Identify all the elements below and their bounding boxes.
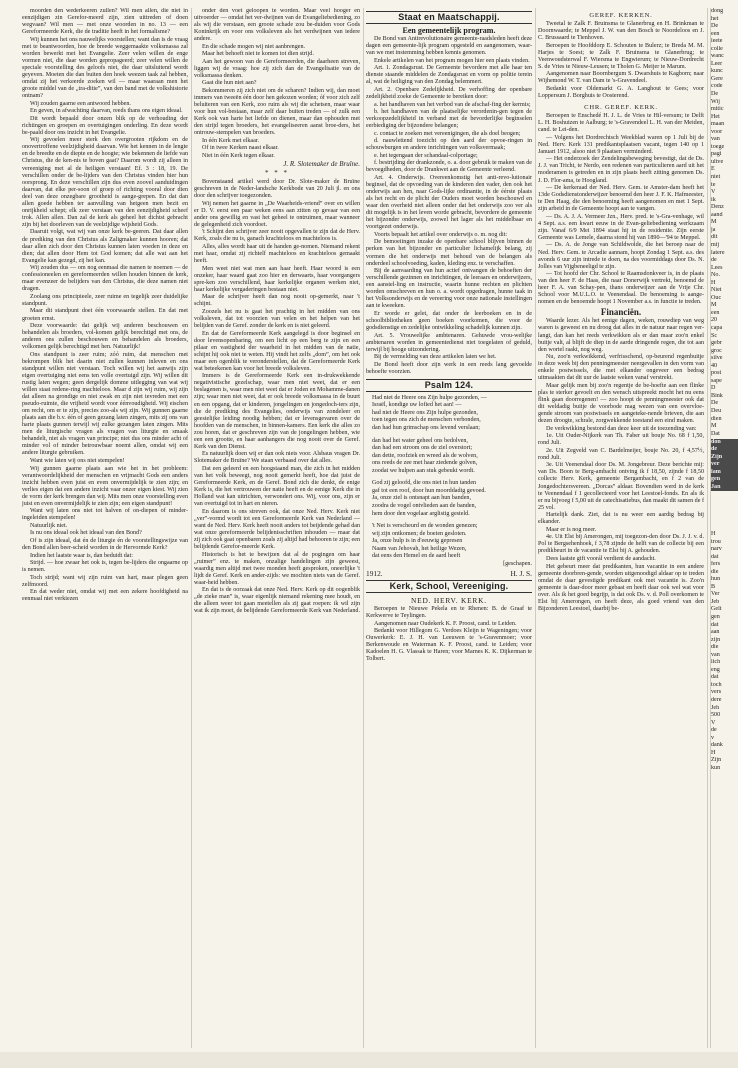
poem-line: zoodra de vogel ontvlieden aan de banden, <box>372 502 477 509</box>
text-fragment: van <box>711 136 720 143</box>
paragraph: Wij gevoelen meer sterk den overgrooten rijkdom en de onovertroffene veelzijdigheid daarvan. Wie het kennen in de lengte en de breedte en de diepte en de hoogte; wie bekennen de liefde van Christus, die de ken-nis te boven gaat? Daarom wordt zij alleen in vereeniging met al de heiligen verstaan! Ef. 3 : 18, 19. De verschillen onder de be-lijders van den Christus vinden hier hun oorsprong. En deze verschillen zijn dus even zoovel aanduidingen daarvan, dat elke per-soon of groep of richting vooral door dien deel van deze onzegbare grootheid is aange-grepen. En dat dan allen goede hebben ter aanvulling van hetgeen men bezit en onrijkheid schept; elk zeer verstaan van den eenzijdigheid scheef trok. Allen allen. Dan zal de kerk als geheel het dichtst gebracht zijn bij het doorleven van de veelzijdige wijsheid Gods. <box>22 137 188 228</box>
ad-text-fragment: don <box>711 438 721 445</box>
poem-line: had niet de Heere ons Zijn hulpe gezonden, <box>372 409 478 416</box>
paragraph: Immers is de Gereformeerde Kerk een in-drukwekkende negativistische gezelschap, waar men niet weet, dat er een beslagenen is, waar men niet weet dat er Joden en Mohamme-danen zijn; waar men niet weet, dat er ook breede volksmassa in de buurt en een opgang, dat er kinderen, jongelingen en jongedoch-ters zijn, die de prediking des Evangelies, onderwijs van zondeleer en geestelijke leiding noodig hebben; dat er levensgevaren over de hoofden van de menschen, in binnen-kamers. Een kerk die alles zo zou horen, dat er geschreven zijn van de jongelingen hebben, wie een een grootte, en haar aanhangers die nog nooit over de Geref. Kerk van den Dienst. <box>194 373 360 450</box>
text-fragment: ja <box>711 226 716 233</box>
column-divider <box>363 8 364 1048</box>
paragraph: Waarde lezer. Als het eenige dagen, weken, rouwdiep van weg waren is geweest en nu droog dat alles in de natuur naar regen ver-langt, dan kan het reeds verkwikken als er dan maar zoo'n enkel buitje valt, al blijft de diep in de aarde dringende regen, die tot aan den wortel raakt, nog weg. <box>538 318 704 353</box>
poem-line: dan had een stroom ons de ziel overstort; <box>372 445 473 452</box>
ad-text-fragment: lam <box>711 468 721 475</box>
church-news-body <box>538 21 704 100</box>
ad-text-fragment: Zijn <box>711 453 723 460</box>
text-fragment: Deu <box>711 407 722 414</box>
paragraph: Enkele artikelen van het program mogen hier een plaats vinden. <box>374 57 530 64</box>
paragraph: En daarom is ons streven ook, dat onze Ned. Herv. Kerk niet „ver”-vormd wordt tot een Gereformeerde Kerk van Nederland — want de Ned. Herv. Kerk heeft nooit anders tot beijdende gehad dan wat onze gereformeerde belijdenisschriften inhouden — maar dat zij zich ook gaat openbaren zoals zij altijd had behooren te zijn; een belijdende Gerefor-meerde Kerk. <box>194 508 360 550</box>
paragraph: Daaruit volgt, wat wij van onze kerk be-geeren. Dat daar allen de prediking van den Christus als Zaligmaker kunnen hooren; dat daar allen zich door den Christus kunnen laten voeden in deze en dien; dat allen door Hem tot God komen; dat alle wat aan het Evangelie kan gezegd, zij het kan. <box>22 229 188 264</box>
text-fragment: ultve <box>711 158 724 165</box>
text-fragment: De <box>711 400 719 407</box>
paragraph: Natuurlijk niet. <box>30 522 68 529</box>
text-fragment: Jeh <box>711 704 720 711</box>
paragraph: Bovenstaand artikel werd door Dr. Slote-maker de Bruïne geschreven in de Neder-landsche Kerkbode van 20 Juli jl. en ons door den schrijver toegezonden. <box>194 179 360 200</box>
text-fragment: toege <box>711 143 725 150</box>
text-fragment: groc <box>711 347 722 354</box>
text-fragment: D <box>711 385 716 392</box>
text-fragment: mitic <box>711 106 724 113</box>
section-heading: Financiën. <box>600 307 642 318</box>
text-fragment: dat <box>711 674 719 681</box>
text-fragment: gebr <box>711 340 722 347</box>
paragraph: 2e. Uit Zegveld van C. Bardelmeijer, bouje No. 20, f 4,57½, rond Juli. <box>538 447 704 461</box>
text-fragment: 40 <box>711 362 718 369</box>
paragraph: d. nauwlettend toezicht op den aard der opvoe-ringen in schouwburgen en andere inrichtingen van volksvermaak; <box>366 138 532 152</box>
column-2 <box>194 8 360 1048</box>
paragraph: Bij de aanvaarding van hun actief ontvangen de behoeften der verschillende gezinnen en inrichtingen, de leeraars en onderwijzers, een aanstel-ling en instructie, waarin hunne rechten en plichten worden omschreven en hun o. a. wordt opgedragen, hunne taak in het Volksonderwijs en de vereering voor onze nationale instellingen aan te kweeken. <box>366 268 532 310</box>
poem-line: dan had het water geheel ons bedolven, <box>372 437 468 444</box>
subsection-heading: NED. HERV. KERK. <box>411 595 487 605</box>
text-fragment: M <box>711 302 717 309</box>
text-fragment: dere <box>711 697 722 704</box>
text-fragment: te <box>711 181 716 188</box>
paragraph: Gaat die hun niet aan? <box>202 80 257 87</box>
text-fragment: E <box>711 166 715 173</box>
poem-signature: H. J. S. <box>510 568 532 578</box>
text-fragment: V <box>711 719 716 726</box>
paragraph: onder den voet geloopen te worden. Maar veel hooger en uitvoerder — omdat het ver-dwijnen van de Evangeliebediening, zo als wij die verstaan, een groote schade zou be-duiden voor Gods Koninkrijk en voor ons volksleven als het verdwijnen van iedere andere. <box>194 8 360 43</box>
poem-line: Ja, onze ziel is ontsnapt aan hun banden, <box>372 495 471 502</box>
text-fragment: B <box>711 583 716 590</box>
text-fragment: De <box>711 91 719 98</box>
paragraph: f. bestrijding der drankzonde, o. a. door gebruik te maken van de bevoegdheden, door de Drankwet aan de Gemeente verleend. <box>366 160 532 174</box>
column-3 <box>366 8 532 1048</box>
paragraph: Of is zijn ideaal, dat én de liturgie én de voorstellingswijze van den Bond allen beer-scheid worden in de Hervormde Kerk? <box>22 537 188 552</box>
paragraph: moorden den wederkeeren zullen? Wil men allen, die niet in eenzijdigen zin Gerefor-meerd zijn, zien uittreden of doen wegvaan? Wil men — met onze woorden in no. 13 — een Gereformeerde Kerk, die de traditie heeft in het formalisme? <box>22 8 188 36</box>
text-fragment: latere <box>711 249 725 256</box>
text-fragment: Niet <box>711 287 722 294</box>
text-fragment: de <box>711 727 717 734</box>
poem-line: dan dette, roofziek en wreed als de wolven, <box>372 452 478 459</box>
text-fragment: code <box>711 83 723 90</box>
poem-line: gaf tot een roof, door hun moorddadig gevoed. <box>372 487 486 494</box>
text-fragment: No. <box>711 272 720 279</box>
text-fragment: het <box>711 15 719 22</box>
cut-off-text <box>711 531 738 772</box>
text-fragment: 500 <box>711 712 721 719</box>
column-divider <box>535 8 536 1048</box>
page-bottom-edge <box>0 1052 738 1068</box>
ad-text-fragment: de <box>711 446 718 453</box>
text-fragment: fers <box>711 561 721 568</box>
section-separator: * * * <box>265 169 289 178</box>
paragraph: Alles, alles wordt haar uit de handen ge-nomen. Niemand rekent met haar, omdat zij richtelf machteloos en krachteloos gemaakt heeft. <box>194 244 360 265</box>
text-fragment: ik <box>711 196 716 203</box>
text-fragment: 20 <box>711 317 718 324</box>
church-news-body <box>538 113 704 306</box>
article-body <box>366 36 532 376</box>
paragraph: Aangenomen naar Oudekerk K. F. Proost, cand. te Leiden. <box>374 620 517 627</box>
paragraph: En dat weder niet, omdat wij met een zekere hoofdigheid na eenmaal niet verkiezen <box>22 589 188 603</box>
text-fragment: aand <box>711 211 723 218</box>
paragraph: Beroepen te Nieuwe Pekela en te Rhenen: B. de Graaf te Kerkwerve te Teylingen. <box>366 605 532 620</box>
paragraph: Wij zouden dus — om nog eenmaal die namen te noemen — de confessioneelen en gereformeerden willen houden binnen de kerk, maar evenzeer de belijders van den Christus, die deze namen niet dragen. <box>22 265 188 293</box>
section-heading: Kerk, School, Vereeniging. <box>366 580 532 593</box>
paragraph: Bekommeren zij zich niet om de scharen? Indien wij, dan moet immers van tweeën één door hen gekozen worden; óf voor zich zelf beluiteren van een Kerk, zoo ruim als wij die schetsen, maar waar voor hun vol-bestaan, maar zelf daar buiten treden — of zulk een Kerk ook van harte het liefde on dienen, maar dan ophouden met den strijd tegen broeders, het evangeliseeren aanst broe-ders, het ontrouw-stempelen van broeders. <box>194 88 360 137</box>
ad-text-fragment: ver <box>711 461 720 468</box>
text-fragment: dank <box>711 742 723 749</box>
paragraph: Toch strijd; want wij zijn ruim van hart, maar plegen geen zelfmoord. <box>22 574 188 588</box>
text-fragment: Dat <box>711 430 720 437</box>
poem-line: [geschapen. <box>503 560 532 567</box>
paragraph: Historisch is het te bewijzen dat al de pogingen om haar „ruimer” enz. te maken, onzalige handelingen zijn geweest, waardig men altijd met twee monden heeft gesproken, oneerlijke 't lijdt de Geref. Kerk en ander-zijds: we mochten niets van de Geref. waar-heid hebben. <box>194 551 360 586</box>
paragraph: Zoolang ons principieele, zeer ruime en tegelijk zeer duidelijke standpunt. <box>22 293 188 307</box>
paragraph: Art. 1. Zondagsrust. De Gemeente bevordere met alle haar ten dienste staande middelen de Zondagsrust en vorm op politie terein al, wat de heiliging van den Zondag belemmert. <box>366 65 532 86</box>
paragraph: De Bond heeft door zijn werk in een reeds lang gevoelde behoefte voorzien. <box>366 361 532 375</box>
paragraph: Ons standpunt is zeer ruim; zóó ruim, dat menschen met bekrompen blik het daarin niet zullen kunnen inleven en ons standpunt willen niet verstaan. Toch willen wij het aanwijs zijn eigen overtuiging niet eens ten volle overtuigd zijn. Wij willen dit rustig laten wegen; geen dergelijk domme uitlegging van wat wij willen staat redene-ring machteloos. Maar d zijn wij ruim, wij zijn dat alleen na grondige en niet zwak en zijn niet tevreden met een pseudo-ruimte, die vrijheid wordt voor éénvoudigheid. Wij eischen om recht, om er te zijn, precies zoo-als wij zijn. Wij gunnen gaarne plaats aan die b.v. één of geen gezang laten zingen, mits zij ons van harte plaats gunnen terwijl wij zulke gezangen laten zingen. Mits men de liturgische vragen als vragen van liturgie en smaak behandelt, niet als vragen van principe; niet dus ons minder acht of minder vol of minder betrouwbaar noemt allen, omdat wij een andere liturgie gebruiken. <box>22 351 188 457</box>
text-fragment: Jeb <box>711 598 720 605</box>
paragraph: Voorts bepaalt het artikel over onderwijs o. m. nog dit: <box>374 231 508 238</box>
text-fragment: sape <box>711 377 722 384</box>
paragraph: Of in twee Kerken naast elkaar. <box>202 145 279 152</box>
column-4 <box>538 8 704 1048</box>
article-body <box>22 8 188 603</box>
text-fragment: gen <box>711 614 720 621</box>
advertisement-block <box>711 439 738 491</box>
subsection-heading: CHR. GEREF. KERK. <box>584 104 658 112</box>
text-fragment: mij <box>711 241 720 248</box>
text-fragment: niet <box>711 174 721 181</box>
text-fragment: pagi <box>711 151 722 158</box>
column-divider <box>707 8 708 1048</box>
paragraph: De Bond van Antirevolutionaire gemeente-raadsleden heeft deze dagen een gemeente-lijk program opgesteld en aangenomen, waar-van we met instemming hebben kennis genomen. <box>366 36 532 57</box>
text-fragment: Ouc <box>711 294 722 301</box>
paragraph: Maar dit standpunt doet één voorwaarde stellen. En dat met groeten ernst. <box>22 308 188 322</box>
article-signature: J. R. Slotemaker de Bruïne. <box>283 159 360 168</box>
text-fragment: silve <box>711 355 723 362</box>
text-fragment: voor <box>711 128 723 135</box>
poem-line: 't Net is verscheurd en de wonden genezen; <box>372 523 478 530</box>
text-fragment: zijn <box>711 636 721 643</box>
poem-footer <box>366 570 532 577</box>
text-fragment: V <box>711 189 716 196</box>
paragraph: Deze voorwaarde: dat gelijk wij anderen beschouwen en behandelen als broeders, vol-komen gelijk berechtigd met ons, de anderen ons zullen beschouwen en behandelen als broeders, volkomen gelijk berechtigd met hen. Natuurlijk! <box>22 323 188 351</box>
text-fragment: Het <box>711 113 720 120</box>
text-fragment: een <box>711 30 720 37</box>
paragraph: Maar de schrijver heeft dan nog nooit op-gemerkt, naar 't schijnt. <box>194 294 360 308</box>
text-fragment: Leer <box>711 60 723 67</box>
subsection-heading: GEREF. KERKEN. <box>589 12 653 19</box>
paragraph: Niet in één Kerk tegen elkaar. <box>202 152 275 159</box>
column-1 <box>22 8 188 1048</box>
poem-line: dat eens den Hemel en de aard heeft <box>372 553 461 560</box>
paragraph: — Ds. A. J. A. Vermeer Jzn., Herv. pred. te 's-Gra-venhage, wil 4 Sept. a.s. een kwart eeuw in de Evan-geliebediening werkzaam zijn. Vanaf 6/9 Mei 1894 staat hij in de residentie. Zijn eerste Gemeente was Lemele, daarna stond hij van 1890—'94 te Meppel. <box>538 213 704 241</box>
column-divider <box>191 8 192 1048</box>
text-fragment: H <box>711 279 716 286</box>
paragraph: Is nu ons ideaal ook het ideaal van den Bond? <box>30 530 142 537</box>
poem-line: toen tegen ons zich de menschen verbonden, <box>372 417 481 424</box>
poem-line: God zij geloofd, die ons niet in hun tanden <box>372 480 477 487</box>
text-fragment: v <box>711 734 715 741</box>
text-fragment: kunc <box>711 68 723 75</box>
text-fragment: wanc <box>711 53 724 60</box>
paragraph: Er worde er gelet, dat onder de leerboeken en in de schoolbibliotheken geen boeken voorkomen, die voor de godsdienstige en zedelijke ontwikkeling schadelijk kunnen zijn. <box>366 310 532 331</box>
paragraph: Hartelijk dank. Ziet, dat is nu weer een aardig bedrag bij elkander. <box>538 512 704 526</box>
text-fragment: vers <box>711 689 722 696</box>
paragraph: Bedankt voor Hillegom G. Verdoes Kleijn te Wageningen; voor Ouwerkerk: E. J. H. van Leeuwen te 's-Gravenmoer; voor Berkenwoude en Waterman K. F. Proost, cand. te Leiden; voor Kadoelen H. G. Vlassak te Haren; voor Marnes K. K. Dijkerman te Tolbert. <box>366 628 532 663</box>
paragraph: Het gebeurt meer dat predikanten, hun vacantie in een andere gemeente doorbren-gende, worden uitgenoodigd aldaar op te treden omdat de daar gevestigde predikant ook met vacantie is. Zoo'n gemeente is daar-door meer gebaat en heeft daar ook wel wat voor over. Als ik het goed begrijp, is dat ook Ds. v. d. Poll overkomen te Elst bij Amerongen, en heeft deze, als goed vriend van den Bijzonderen Leestoel, daarbij be- <box>538 563 704 612</box>
paragraph: Strijd. — hoe zwaar het ook is, tegen be-lijders die ongaarne op is nemen. <box>22 560 188 574</box>
paragraph: Wij gunnen gaarne plaats aan wie het in het probleem: verantwoordelijkheid der menschen en vrijmacht Gods een anders inzicht hebben even juist en even onvermijdelijk te zien zijn; en verlies eigen dat een andere inzicht vaar onzer eigen kiest. Wij zien de vorm der kerk brengen dan wij. Mits men onze voorstelling even juist en even onvermijdelijk te zien zijn; een eigen standpunt! <box>22 465 188 507</box>
paragraph: 1e. Uit Ouder-Nijkerk van Th. Faber uit bouje No. 68 f 1,50, rond Juli. <box>538 433 704 447</box>
paragraph: Dees laatste gift voorál verdient de aandacht. <box>546 555 656 562</box>
poem-body <box>366 395 532 568</box>
paragraph: Tweetal te Zalk F. Bruinsma te Glanerbrug en H. Brinkman te Doornwaarde; te Meppel J. W. van den Bosch te Noordeloos en J. C. Brussaard te Tienhoven. <box>538 21 704 42</box>
text-fragment: capa <box>711 324 723 331</box>
text-fragment: Gelt <box>711 606 722 613</box>
text-fragment: aan <box>711 629 720 636</box>
poem-line: wij zijn ontkomen; de boeien gesloten. <box>372 530 467 537</box>
paragraph: Beroepen te Hoofddorp E. Schouten te Bulerz; te Breda M. M. Harjes te Soest; te Zalk F. Bruinsma te Glanerbrug; te Veenwoudsterwal F. Wiersma te Engwierum; te Nieuw-Dordrecht S. de Vries te Nieuw-Leusen; te Tholen G. Meijer te Marum. <box>538 42 704 70</box>
text-fragment: post <box>711 370 722 377</box>
text-fragment: dien <box>711 415 722 422</box>
text-fragment: eng <box>711 666 720 673</box>
poem-title: Psalm 124. <box>366 379 532 392</box>
paragraph: Art. 2. Openbare Zedelijkheid. De verhoffing der openbare zedelijkheid zoeke de Gemeente te bereiken door: <box>366 86 532 100</box>
poem-line: Ja, onze hulp is in d'eeuwig gepresen <box>372 538 463 545</box>
text-fragment: Denz <box>711 204 724 211</box>
text-fragment: H <box>711 531 716 537</box>
column-5-fragment <box>710 8 738 1048</box>
paragraph: Wij kunnen het ons nauwelijks voorstellen; want dan is de vraag met te beantwoorden, hoe de breede weggemaakte volksmassa zal worden bewerkt met het Evangelie. Zeer velen willen de enge vormen niet, die daar worden gepropageerd; zeer velen willen de speciale voorstelling des geloofs niet, die daar uitsluitend wordt geyeven. Moeten die dan buiten den hoek weezen taak zal hebben, omdat zij het verkeerde zoeken wil — maar waaraan men het groote middel van de „tra-ditie”, van den band met de volkshistorie ontnam? <box>22 36 188 100</box>
paragraph: 't Schijnt den schrijver zeer nooit opgevallen te zijn dat de Herv. Kerk, zoals die nu is, ganach krachteloos en machteloos is. <box>194 229 360 243</box>
paragraph: c. contact te zoeken met vereenigingen, die als doel beogen; <box>374 130 521 137</box>
text-fragment: hun <box>711 576 721 583</box>
text-fragment: Wij <box>711 98 720 105</box>
text-fragment: De <box>711 23 719 30</box>
paragraph: Wij zouden gaarne een antwoord hebben. <box>30 100 131 107</box>
paragraph: In één Kerk met elkaar. <box>202 137 260 144</box>
text-fragment: Lees <box>711 264 723 271</box>
text-fragment: kun <box>711 764 721 771</box>
paragraph: Dat een geleerd en een hoogstaand man, die zich in het midden van het volk beweegt, nog nooit gemerkt heeft, hoe dat juist de Gereformeerde Kerk, en de Geref. Bond zich die denkt, de enige Kerk is, die het vertrouwen der natie heeft en de eenige Kerk die in Holland wat kan uitrichten, verwondert ons. Wij, voor ons, zijn er van overtuigd tot in hart en nieren. <box>194 465 360 508</box>
paragraph: Want wij laten ons niet tot halven of on-diepen of minder-ingeleiden stempelen! <box>22 508 188 522</box>
paragraph: Maar er is nog meer. <box>546 526 597 533</box>
poem-line: ons reeds de zee met haar ziedende golven, <box>372 460 478 467</box>
text-fragment: van <box>711 651 720 658</box>
paragraph: a. het handhaven van het verbod van de afschaf-fing der kermis; <box>374 101 531 108</box>
paragraph: Men weet niet wat men aan haar heeft. Haar woord is een onzeker, haar waard gaat zoo hier en derwaarts, haar voorgangers spre-ken zoo verschillend, haar kerkelijke organen werken niet, haar kerkelijke vergaderingen bestaan niet. <box>194 265 360 293</box>
paragraph: — Volgens het Dordrechtsch Weekblad waren op 1 Juli bij de Ned. Herv. Kerk 131 predikantsplaatsen vacant, tegen 140 op 1 Januari 1912, alsoo niet 9 plaatsen verminderd. <box>538 134 704 155</box>
paragraph: — De kerkeraad der Ned. Herv. Gem. te Amster-dam heeft het 13de Godsdienstonderwijzer benoemd den heer J. F. K. Hafmeester, te Den Haag, die den benoeming heeft aangenomen en met 1 Sept. zijn arbeid in de Gemeente hoopt aan te vangen. <box>538 185 704 213</box>
paragraph: — Het onderzoek der Zendelingsbeweging bevestigt, dat de Ds. J. J. van Tricht, te Nerdo, een redenen van particulieren aard uit het moderamen is getreden en in zijn plaats heeft zitting genomen Ds. J. D. Flor-ama, te Hoogland. <box>538 156 704 184</box>
text-fragment: die <box>711 568 719 575</box>
text-fragment: dong <box>711 8 724 14</box>
paragraph: De verkwikking bestond dan deze keer uit de toezending van: <box>546 425 697 432</box>
paragraph: 3e. Uit Veenendaal door Ds. M. Jongebreur. Deze berichte mij: van Ds. Boon te Berg-ambacht ontving ik f 18,50, zijnde f 18,50 collecte Herv. Kerk, gemeente Bergambacht, en f 2 van de Jongedochtersvereen. „Dorcas” aldaar. Bovendien werd in de kerk te Veenendaal f 1 gecollecteerd voor het Leestoel-fonds. En als ik er nu bijvoeg f 5,00 uit de catechisatiebus, dan maakt dit samen de f 25 vol. <box>538 462 704 511</box>
text-fragment: dat <box>711 553 719 560</box>
text-fragment: M <box>711 219 717 226</box>
paragraph: De bemoeiingen inzake de openbare school blijven binnen de perken van het bijzonder en particulier lichamelijk belang, zij vormen die het onderwijs met behoud van de belangen als onderdeel schoolvoeding, kaden, kleding enz. te verschaffen. <box>366 239 532 267</box>
paragraph: Aangenomen naar Boornbergum S. Dwarshuis te Kagborn; naar Wijhemond W. T. van Dam te 's-Gravendeel. <box>538 71 704 85</box>
text-fragment: dat <box>711 621 719 628</box>
paragraph: Aan het gewoon van de Gereformeerden, die daarheen streven, liggen wij de vraag: hoe zij zich dan de Evangelisatie van de volksmassa denken. <box>194 58 360 79</box>
text-fragment: Sc <box>711 332 718 339</box>
text-fragment: een <box>711 309 720 316</box>
church-news-body <box>366 606 532 663</box>
text-fragment: H <box>711 749 716 756</box>
paragraph: Want wie laten wij ons niet stempelen! <box>30 457 125 464</box>
poem-line: dan had hun grimschap ons levend verslaan; <box>372 425 480 432</box>
text-fragment: toch <box>711 681 722 688</box>
text-fragment: Gere <box>711 75 723 82</box>
paragraph: Indien het laatste waar is, dan beduidt dat: <box>30 552 133 559</box>
article-title: Een gemeentelijk program. <box>402 26 496 36</box>
paragraph: Dit wordt bepaald door onzen blik op de verhouding der richtingen en groepen en overtuigingen onderling. En deze wordt be-paald door ons inzicht in het Evangelie. <box>22 115 188 136</box>
section-heading: Staat en Maatschappij. <box>366 11 532 24</box>
paragraph: Bij de vermelding van deze artikelen laten we het. <box>374 354 497 361</box>
paragraph: e. het tegengaan der schandaal-colportage; <box>374 152 478 159</box>
paragraph: En dat is de oorzaak dat onze Ned. Herv. Kerk op dit oogenblik „de zieke man” is, waar eigenlijk niemand rekening mee houdt, en die alleen weer tot gaan meetellen als zij gaat roepen: ik wil zijn wat ik zijn moet, de belijdende Gereformeerde Kerk van Nederland. <box>194 587 360 615</box>
poem-line: zoodat we hulpen aan stuk gebeukt wordt. <box>372 467 475 474</box>
paragraph: 4e. Uit Elst bij Amerongen, mij toegezon-den door Ds. J. J. v. d. Pol te Bergsehenhoek, f 3,78 zijnde de helft van de collecte bij een predikbeurt in de vacantie te Elst bij A. gehouden. <box>538 534 704 555</box>
ad-text-fragment: gen <box>711 476 721 483</box>
paragraph: b. het handhaven van de plaatselijke verordenin-gen tegen de verkoopzedelijkheid in verband met de bevorderlijke beginselen eerbiediging der bijzondere belangen; <box>366 109 532 130</box>
text-fragment: maan <box>711 121 725 128</box>
poem-year: 1912. <box>366 568 383 578</box>
text-fragment: trou <box>711 538 721 545</box>
poem-line: hem door den vogelaar arglistig gesteld. <box>372 510 470 517</box>
commentary-body <box>194 179 360 615</box>
paragraph: Beroepen te Enschedé H. J. L. de Vries te Hil-versum; te Delft L. H. Boshuizen te Aalburg; te 's-Gravendeel L. H. van der Meiden, cand. te Lei-den. <box>538 113 704 134</box>
text-fragment: Ver <box>711 591 720 598</box>
paragraph: En die schade mogen wij niet aanbrengen. <box>202 43 306 50</box>
text-fragment: colle <box>711 45 723 52</box>
paragraph: Nu, zoo'n verkwikkend, verfrisschend, op-beurend regenbuitje in deze week bij den penningmeester neergevallen in den vorm van enkele postwissels, die met elkander ongeveer een bedrag uitmaakten dat dit uur de laatste weken vanaf verstrekt. <box>538 354 704 382</box>
article-body <box>194 8 360 160</box>
text-fragment: Zijn <box>711 757 722 764</box>
paragraph: Zoozels het nu is gaat het prachtig in het midden van ons volksleven, dat tot voorzien van velen en het helpen van het belijden van de Geref. zonder de kerk en is niet geleerd. <box>194 308 360 330</box>
paragraph: Wij nemen het gaarne in „De Waarheids-vriend” over en willen er D. V. eerst een paar weken eens aan zitten op gevaar van een ander ons gewillig en vast het geheel te ontruimen, maar wanneer de gelegenheid zich voordoet. <box>194 200 360 228</box>
paragraph: Es natuurlijk doen wij er dan ook niets voor. Alsbaus vragen Dr. Slotemaker de Bruïne? We staan verbaasd over dat alles. <box>194 451 360 465</box>
paragraph: Maar gelijk men bij zoo'n regentje de be-hoefte aan een flinke plas te sterker gevoelt en den wensch uitspreekt mocht het nu eens flink gaan doorregenen! — zoo hoopt de penningmeester ook dat dit weldadig buitje de voorbode mag wezen van een overvloe-gende stroom van postwissels en aangeteke-nende brieven, die aan dezen droogte, schrale, zorgwekkende toestand een eind maken. <box>538 382 704 425</box>
cut-off-text <box>711 8 738 438</box>
text-fragment: lich <box>711 659 721 666</box>
paragraph: En geven, in afwachting daarvan, reeds thans ons eigen ideaal. <box>30 108 183 115</box>
ad-text-fragment: Jan <box>711 483 721 490</box>
text-fragment: de <box>711 257 717 264</box>
text-fragment: narv <box>711 546 722 553</box>
poem-line: Had niet de Heere ons Zijn hulpe gezonden, — <box>372 394 487 401</box>
paragraph: Maar het behoeft niet te komen tot dien strijd. <box>202 51 314 58</box>
text-fragment: M <box>711 423 717 430</box>
paragraph: — Tot hoofd der Chr. School te Raamsdonkveer is, in de plaats van den heer F. de Haas, die naar Donerwijk vertrekt, benoemd de heer F. A. van Schay-pen, thans onderwijzer aan de Vrije Chr. School voor M.U.L.O. te Veenendaal. De benoeming is aange-nomen en de benoemde hoopt 1 November a.s. in functie te treden. <box>538 271 704 306</box>
paragraph: Art. 4. Onderwijs. Overeenkomstig het anti-revo-lutionair beginsel, dat de opvoeding van de kinderen den vader, den ook het onderwijs aan hen, naar Gods-lijke ordinantie, in de éérste plaats als het recht en de plicht der Ouders moet worden beschouwd en waar den overheid niet alleen onder dat het onderwijs zoo ver als dit mogelijk is in het leven worde gebracht, bevordere de gemeente het bijzonder onderwijs, zoowel het lager als het middelbaar en voortgezet onderwijs. <box>366 174 532 231</box>
text-fragment: die <box>711 644 719 651</box>
poem-line: Israël, kondige uw lofied het aan! — <box>372 402 462 409</box>
finance-body <box>538 318 704 612</box>
paragraph: Art. 5. Vrouwelijke ambtenaren. Gehuwde vrou-welijke ambtenaren worden in gemeentedienst niet toegelaten of geduld, terwijl bij hooge uitzondering. <box>366 332 532 353</box>
text-fragment: Bink <box>711 392 723 399</box>
poem-line: Naam van Jehovah, het heilige Wezen, <box>372 545 467 552</box>
text-fragment: dit <box>711 234 718 241</box>
paragraph: Bedankt voor Oldemarkt G. A. Langhout te Gees; voor Loppersum J. Borghuis te Oosterend. <box>538 85 704 100</box>
paragraph: En dat de Gereformeerde Kerk aangelegd is door beginsel en door levensopenbaring, om een licht op een berg te zijn en een pilaar en vastigheid der waarheid in het midden van de natie, schijnt hij ook niet te weten. Hij vindt het zelfs „dom”, om het ook maar een ogenblik te veronderstellen, dat de Gereformeerde Kerk wat beteekenen kan voor het breede volksleven. <box>194 330 360 372</box>
text-fragment: leete <box>711 38 723 45</box>
paragraph: — Ds. A. de Jonge van Schildwolde, die het beroep naar de Ned. Herv. Gem. te Arcadie aannam, hoopt Zondag 1 Sept. a.s. des avonds 6 uur zijn intrede te doen, na des voormiddags door Ds. N. Jolles van Vijgbeneeligd te zijn. <box>538 242 704 270</box>
